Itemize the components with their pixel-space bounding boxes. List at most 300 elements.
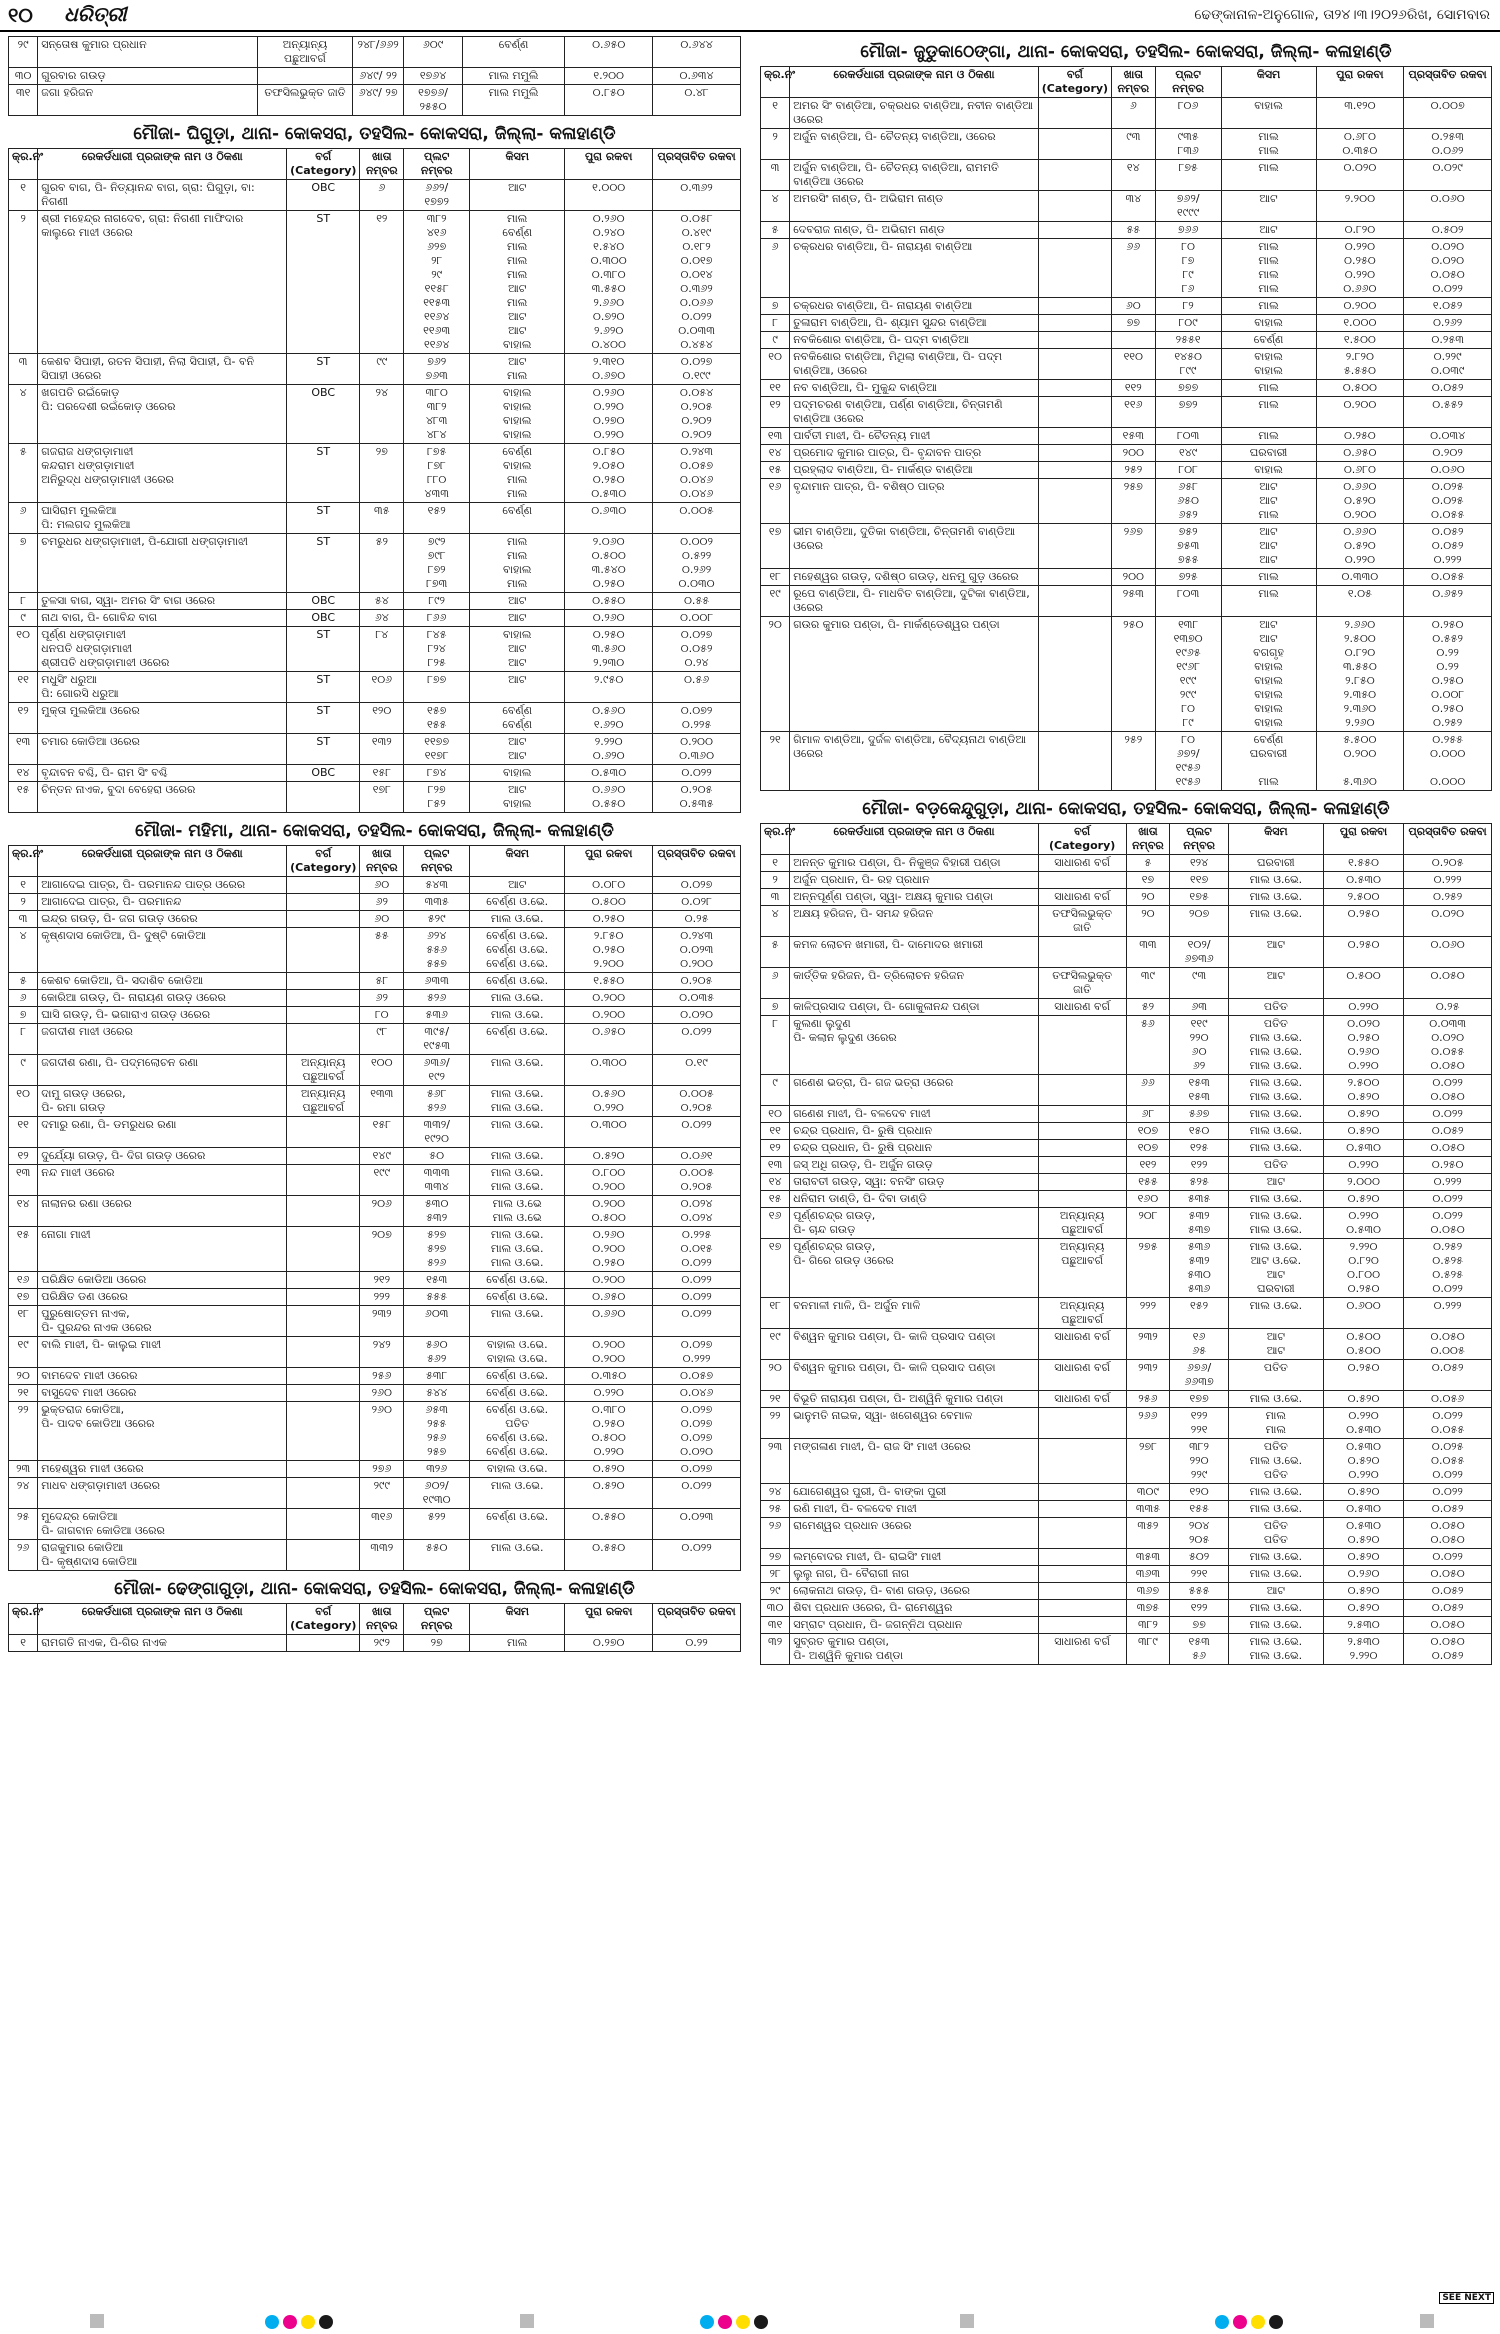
cell-prop: ୦.୨୫୩ ୦.୦୬୨ — [1404, 129, 1492, 160]
cell-name: ପ୍ରମୋଦ କୁମାର ପାତ୍ର, ପି- ବୃନ୍ଦାବନ ପାତ୍ର — [790, 445, 1039, 462]
cell-sl: ୧ — [9, 180, 38, 211]
cell-kisam: ବାହାଲ — [1221, 315, 1316, 332]
cell-prop: ୦.୦୨୫ ୦.୦୫୫ ୦.୦୨୨ — [1404, 1439, 1492, 1484]
cell-prop: ୦.୪୮ — [653, 85, 741, 116]
column-header-area: ପୁରା ରକବା — [565, 149, 653, 180]
cell-khata: ୬୨ — [360, 894, 404, 911]
cell-sl: ୧୬ — [761, 479, 790, 524]
table-row — [761, 1408, 1492, 1439]
cell-name: ଘାସିରାମ ମୁଲକିଆ ପି: ମଲଗଦ ମୁଲକିଆ — [38, 503, 287, 534]
cell-plot: ୭୨୫ — [1155, 569, 1221, 586]
cell-khata: ୬୬ — [1111, 239, 1155, 298]
table-row — [9, 1402, 741, 1461]
cell-plot: ୫୩୮ — [404, 1368, 470, 1385]
cell-sl: ୧୪ — [761, 445, 790, 462]
cell-prop: ୦.୦୫୦ ୦.୦୫୦ — [1404, 1518, 1492, 1549]
table-row — [9, 703, 741, 734]
cell-sl: ୩୦ — [761, 1600, 790, 1617]
cell-khata: ୧୫୩ — [1111, 428, 1155, 445]
cell-sl: ୨୭ — [761, 1549, 790, 1566]
table-row — [761, 1360, 1492, 1391]
column-header-prop: ପ୍ରସ୍ତାବିତ ରକବା — [1404, 67, 1492, 98]
cell-sl: ୭ — [9, 534, 38, 593]
cell-prop: ୦.୨୦୫ — [1404, 855, 1492, 872]
cell-kisam: ମାଲ ଓ.ଭେ. — [1228, 1484, 1323, 1501]
cell-name: ଆଗାଦେଇ ପାତ୍ର, ପି- ପରମାନନ୍ଦ — [38, 894, 287, 911]
table-row — [9, 782, 741, 813]
cell-prop: ୦.୦୫୦ — [1404, 968, 1492, 999]
cell-sl: ୯ — [761, 1075, 790, 1106]
cell-cat: ସାଧାରଣ ବର୍ଗ — [1038, 889, 1126, 906]
cell-khata: ୨୬୭ — [1111, 524, 1155, 569]
cell-prop: ୦.୨୪୩ ୦.୦୨୩ ୦.୨୦୦ — [653, 928, 741, 973]
cell-name: କୋରିଆ ଗଉଡ଼, ପି- ନାରାୟଣ ଗଉଡ଼ ଓରେର — [38, 990, 287, 1007]
cell-khata: ୨୭୫ — [1126, 1239, 1170, 1298]
table-row — [761, 1391, 1492, 1408]
cell-area: ୦.୮୫୦ ୨.୦୫୦ ୦.୨୫୦ ୦.୫୩୦ — [565, 444, 653, 503]
cell-plot: ୩୩୫ — [404, 894, 470, 911]
cyan-dot — [265, 2315, 279, 2329]
cell-area: ୨.୨୨୦ ୦.୬୨୦ — [565, 734, 653, 765]
cell-cat — [287, 973, 360, 990]
table-header-row — [9, 1604, 741, 1635]
cell-plot: ୧୫୩ — [404, 1272, 470, 1289]
cell-plot: ୮୭୫ — [1155, 160, 1221, 191]
cell-area: ୦.୫୩୦ — [565, 765, 653, 782]
cell-sl: ୬ — [9, 990, 38, 1007]
column-header-prop: ପ୍ରସ୍ତାବିତ ରକବା — [1404, 824, 1492, 855]
cell-khata: ୩୮୯ — [1126, 1634, 1170, 1665]
cell-area: ୨.୫୩୦ ୨.୨୨୦ — [1323, 1634, 1403, 1665]
table-row — [761, 380, 1492, 397]
cell-name: ପୂର୍ଣ୍ଣଚନ୍ଦ୍ର ଗଉଡ଼, ପି- ଗିରେ ଗଉଡ଼ ଓରେର — [790, 1239, 1039, 1298]
cell-khata: ୨୦୭ — [360, 1227, 404, 1272]
table-row — [761, 1174, 1492, 1191]
cell-name: ସନ୍ତୋଷ କୁମାର ପ୍ରଧାନ — [38, 37, 258, 68]
cell-plot: ୫୨୨ — [404, 1509, 470, 1540]
table-header-row — [9, 846, 741, 877]
cell-kisam: ପତିତ ପତିତ — [1228, 1518, 1323, 1549]
cell-prop: ୦.୦୨୨ — [653, 1306, 741, 1337]
table-row — [761, 222, 1492, 239]
cell-khata: ୧୦୭ — [1126, 1140, 1170, 1157]
table-row — [761, 1157, 1492, 1174]
cell-kisam: ଘରବାରୀ — [1228, 855, 1323, 872]
cell-khata: ୨୨୨ — [1126, 1298, 1170, 1329]
cell-prop: ୦.୦୨୯ — [1404, 160, 1492, 191]
cell-sl: ୧୮ — [9, 1306, 38, 1337]
cell-plot: ୧୩୮ ୧୩୭୦ ୧୯୬୫ ୧୯୬୮ ୧୯୯ ୨୯୯ ୮୦ ୮୯ — [1155, 617, 1221, 732]
table-row — [761, 1566, 1492, 1583]
cell-kisam: ବେର୍ଣ୍ଣ — [462, 37, 564, 68]
column-header-sl: କ୍ର.ନଂ — [9, 846, 38, 877]
cell-cat — [1038, 1600, 1126, 1617]
cell-kisam: ଆଟ ବାହାଲ — [470, 782, 565, 813]
cell-sl: ୧୩ — [9, 1165, 38, 1196]
cell-khata: ୧୯୯ — [360, 1165, 404, 1196]
cell-sl: ୨୯ — [9, 37, 38, 68]
cell-prop: ୦.୦୫୬ — [1404, 1391, 1492, 1408]
table-row — [761, 129, 1492, 160]
cell-sl: ୩ — [9, 354, 38, 385]
cell-area: ୦.୨୫୦ — [1323, 906, 1403, 937]
cell-kisam: ପତିତ — [1228, 999, 1323, 1016]
cell-area: ୧.୦୫ — [1316, 586, 1404, 617]
cell-name: ମଧୁସିଂ ଧରୁଆ ପି: ଗୋରସି ଧରୁଆ — [38, 672, 287, 703]
cell-cat — [1038, 937, 1126, 968]
cell-khata: ୭୭ — [1111, 315, 1155, 332]
cell-plot: ୧୦୨/ ୬୭୩୬ — [1170, 937, 1228, 968]
cell-cat — [287, 1117, 360, 1148]
cell-sl: ୧ — [9, 1635, 38, 1652]
cell-kisam: ବାହାଲ ଓ.ଭେ. ବାହାଲ ଓ.ଭେ. — [470, 1337, 565, 1368]
column-header-area: ପୁରା ରକବା — [1323, 824, 1403, 855]
cell-prop: ୦.୨୨୨ — [1404, 1174, 1492, 1191]
cell-prop: ୦.୦୭୨ ୦.୨୨୫ — [653, 703, 741, 734]
cell-sl: ୧୫ — [9, 782, 38, 813]
cell-kisam: ଆଟ — [1228, 937, 1323, 968]
cell-khata: ୫ — [1126, 855, 1170, 872]
cell-area: ୦.୮୦୦ ୦.୨୦୦ — [565, 1165, 653, 1196]
cell-area: ୧.୦୦୦ — [1316, 315, 1404, 332]
cell-name: କୁଲଣା ଲୁଦୁଣ ପି- କଲାନ ଲୁଦୁଣ ଓରେର — [790, 1016, 1039, 1075]
table-row — [9, 354, 741, 385]
cell-kisam: ବାହାଲ — [1221, 462, 1316, 479]
cell-plot: ୧୫୦ — [1170, 1123, 1228, 1140]
table-row — [9, 1117, 741, 1148]
cell-khata: ୨୦୮ — [1126, 1208, 1170, 1239]
cell-area: ୦.୫୨୦ — [565, 1148, 653, 1165]
cell-sl: ୨୧ — [761, 732, 790, 791]
cell-khata: ୨୫୩ — [1111, 586, 1155, 617]
cell-plot: ୬୭୬/ ୬୬୩୭ — [1170, 1360, 1228, 1391]
cell-prop: ୦.୨୫୫ ୦.୦୦୦ ୦.୦୦୦ — [1404, 732, 1492, 791]
cell-plot: ୭୬୬ — [1155, 222, 1221, 239]
cell-kisam: ମାଲ ଓ.ଭେ. — [1228, 1600, 1323, 1617]
cell-cat: ଅନ୍ୟାନ୍ୟ ପଛୁଆବର୍ଗ — [287, 1086, 360, 1117]
land-record-table — [8, 148, 741, 813]
table-row — [9, 385, 741, 444]
cell-prop: ୦.୦୬୦ — [1404, 937, 1492, 968]
cell-khata: ୩୬୭ — [1126, 1583, 1170, 1600]
cell-khata: ୩୧୬ — [360, 1509, 404, 1540]
column-header-area: ପୁରା ରକବା — [565, 846, 653, 877]
table-row — [761, 617, 1492, 732]
cell-plot: ୧୨୫ — [1170, 1140, 1228, 1157]
cell-sl: ୧୪ — [761, 1174, 790, 1191]
cell-name: ଅନନ୍ତ କୁମାର ପଣ୍ଡା, ପି- ନିକୁଞ୍ଜ ବିହାରୀ ପଣ୍ଡା — [790, 855, 1039, 872]
cell-khata: ୨୭୮ — [1126, 1439, 1170, 1484]
cell-prop: ୦.୦୨୨ — [1404, 1484, 1492, 1501]
cell-cat: ଅନ୍ୟାନ୍ୟ ପଛୁଆବର୍ଗ — [287, 1055, 360, 1086]
registration-mark — [960, 2314, 974, 2328]
cell-name: ପରିକ୍ଷିତ କୋଡିଆ ଓରେର — [38, 1272, 287, 1289]
cell-sl: ୧୮ — [761, 1298, 790, 1329]
cell-sl: ୧୪ — [9, 1196, 38, 1227]
cell-prop: ୦.୨୨୨ — [1404, 872, 1492, 889]
cell-sl: ୧୮ — [761, 569, 790, 586]
cell-name: ପଦ୍ମଚରଣ ବାଣ୍ଡିଆ, ପର୍ଣ୍ଣ ବାଣ୍ଡିଆ, ଚିନ୍ତାମଣି ବାଣ୍ଡିଆ ଓରେର — [790, 397, 1039, 428]
cell-plot: ୨୭ — [404, 1635, 470, 1652]
cell-prop: ୦.୦୫୨ — [1404, 1600, 1492, 1617]
cell-name: ଅମରସିଂ ନାଣ୍ଡ, ପି- ଅଭିରାମ ନାଣ୍ଡ — [790, 191, 1039, 222]
cell-khata: ୬୦ — [1111, 298, 1155, 315]
cell-kisam: ମାଲ ଓ.ଭେ. — [1228, 1106, 1323, 1123]
table-row — [9, 973, 741, 990]
cell-cat — [257, 68, 352, 85]
cell-name: ବିଶ୍ୱନ କୁମାର ପଣ୍ଡା, ପି- କାଳି ପ୍ରସାଦ ପଣ୍ଡା — [790, 1329, 1039, 1360]
cell-plot: ୬୫୮ ୬୫୦ ୬୫୨ — [1155, 479, 1221, 524]
cell-khata: ୧୩୨ — [360, 734, 404, 765]
cell-kisam: ବେର୍ଣ୍ଣ ବେର୍ଣ୍ଣ — [470, 703, 565, 734]
column-header-kisam: କିସମ — [1228, 824, 1323, 855]
table-row — [9, 68, 741, 85]
cell-sl: ୧୫ — [761, 462, 790, 479]
cell-prop: ୦.୦୫୨ — [1404, 1501, 1492, 1518]
cell-kisam: ମାଲ ଓ.ଭେ. — [470, 1478, 565, 1509]
cell-kisam: ମାଲ ଓ.ଭେ. ମାଲ ଓ.ଭେ. ମାଲ ଓ.ଭେ. — [470, 1227, 565, 1272]
table-row — [9, 894, 741, 911]
cell-cat — [1038, 129, 1111, 160]
cell-sl: ୭ — [9, 1007, 38, 1024]
cell-cat — [287, 1272, 360, 1289]
cell-kisam: ଆଟ — [470, 877, 565, 894]
cell-cat — [1038, 1075, 1126, 1106]
cell-prop: ୦.୦୨୨ — [1404, 1549, 1492, 1566]
cell-name: ରାଜକୁମାର କୋଡିଆ ପି- କୃଷ୍ଣଦାସ କୋଡିଆ — [38, 1540, 287, 1571]
column-header-plot: ପ୍ଲଟ ନମ୍ବର — [1155, 67, 1221, 98]
cell-kisam: ମାଲ ମାଲ ବାହାଲ ମାଲ — [470, 534, 565, 593]
cell-sl: ୧୦ — [761, 349, 790, 380]
cell-khata: ୨୫୬ — [1126, 1391, 1170, 1408]
cell-prop: ୦.୦୨୨ — [653, 1540, 741, 1571]
cell-area: ୦.୬୩୦ — [565, 503, 653, 534]
table-row — [761, 98, 1492, 129]
mouza-title-badakendugudaa: ମୌଜା- ବଡ଼କେନ୍ଦୁଗୁଡ଼ା, ଥାନା- କୋକସରା, ତହସିଲ- କୋକସରା, ଜିଲ୍ଲା- କଳାହାଣ୍ଡି — [862, 799, 1390, 819]
cell-area: ୦.୫୨୦ — [565, 1478, 653, 1509]
cell-khata: ୧୭୮ — [360, 782, 404, 813]
cell-khata: ୧୩୩ — [360, 1086, 404, 1117]
cell-sl: ୯ — [761, 332, 790, 349]
cell-area: ୦.୨୬୦ — [1323, 1566, 1403, 1583]
cell-sl: ୨୩ — [761, 1439, 790, 1484]
cell-area: ୦.୫୫୦ — [565, 1509, 653, 1540]
cell-kisam: ଆଟ — [1221, 191, 1316, 222]
cell-plot: ୧୫୫ — [1170, 1501, 1228, 1518]
cell-khata: ୧୦୭ — [1126, 1123, 1170, 1140]
cell-cat — [1038, 872, 1126, 889]
table-row — [761, 298, 1492, 315]
cell-khata: ୩୬୩ — [1126, 1566, 1170, 1583]
cell-plot: ୭୫୨ ୭୫୩ ୭୫୫ — [1155, 524, 1221, 569]
cell-name: ନବକିଶୋର ବାଣ୍ଡିଆ, ପି- ପଦ୍ମ ବାଣ୍ଡିଆ — [790, 332, 1039, 349]
cell-area: ୦.୬୫୦ — [565, 37, 653, 68]
cell-sl: ୧୬ — [761, 1208, 790, 1239]
cell-cat: OBC — [287, 180, 360, 211]
cell-sl: ୧୭ — [761, 1239, 790, 1298]
cell-khata: ୨୧୨ — [360, 1272, 404, 1289]
cell-area: ୦.୮୨୦ — [1316, 222, 1404, 239]
column-header-name: ରେକର୍ଡଧାରୀ ପ୍ରଜାଙ୍କ ନାମ ଓ ଠିକଣା — [38, 149, 287, 180]
table-row — [761, 1123, 1492, 1140]
table-row — [761, 1016, 1492, 1075]
column-header-cat: ବର୍ଗ (Category) — [1038, 67, 1111, 98]
cell-khata: ୨୬୦ — [360, 1385, 404, 1402]
cell-khata: ୬୬ — [1126, 1075, 1170, 1106]
cell-area: ୦.୨୫୦ — [1323, 937, 1403, 968]
cell-sl: ୨ — [761, 129, 790, 160]
cell-plot: ୧୧୯ ୨୨୦ ୬୦ ୬୨ — [1170, 1016, 1228, 1075]
table-row — [9, 444, 741, 503]
table-row — [9, 672, 741, 703]
cell-name: ତୁଳାରାମ ବାଣ୍ଡିଆ, ପି- ଶ୍ୟାମ ସୁନ୍ଦର ବାଣ୍ଡିଆ — [790, 315, 1039, 332]
cell-kisam: ମାଲ ଓ.ଭେ. — [1228, 872, 1323, 889]
black-dot — [754, 2315, 768, 2329]
cell-prop: ୦.୦୦୮ — [653, 610, 741, 627]
cell-name: ଲମ୍ବୋଦର ମାଝୀ, ପି- ରାଇସିଂ ମାଝୀ — [790, 1549, 1039, 1566]
cell-plot: ୧୧୭ — [1170, 872, 1228, 889]
cell-name: ଚମାର କୋଡିଆ ଓରେର — [38, 734, 287, 765]
land-record-table — [760, 823, 1492, 1665]
page-number: ୧୦ — [8, 3, 33, 27]
cell-name: କମଳ ଲୋଚନ ଖମାରୀ, ପି- ଦାମୋଦର ଖମାରୀ — [790, 937, 1039, 968]
cell-khata — [1111, 332, 1155, 349]
cell-area: ୨.୦୦୦ — [1323, 1174, 1403, 1191]
cell-kisam: ମାଲ ଓ.ଭେ. — [470, 1117, 565, 1148]
cell-area: ୦.୮୫୦ — [565, 85, 653, 116]
cell-area: ୦.୨୦୦ ୦.୫୦୦ — [565, 1196, 653, 1227]
cell-cat — [1038, 1408, 1126, 1439]
cell-kisam: ବେର୍ଣ୍ଣ ବାହାଲ ମାଲ ମାଲ — [470, 444, 565, 503]
cell-area: ୦.୫୩୦ ୦.୫୨୦ — [1323, 1518, 1403, 1549]
table-row — [9, 877, 741, 894]
cell-prop: ୦.୨୬୨ — [1404, 315, 1492, 332]
cell-area: ୦.୫୨୦ — [1323, 1583, 1403, 1600]
cell-area: ୦.୬୫୦ — [565, 1024, 653, 1055]
column-header-prop: ପ୍ରସ୍ତାବିତ ରକବା — [653, 1604, 741, 1635]
cell-prop: ୧.୦୫୨ — [1404, 298, 1492, 315]
cell-kisam: ଆଟ — [1228, 968, 1323, 999]
cell-kisam: ବେର୍ଣ୍ଣ — [470, 503, 565, 534]
cell-kisam: ମାଲ ବେର୍ଣ୍ଣ ମାଲ ମାଲ ମାଲ ଆଟ ମାଲ ଆଟ ଆଟ ବାହାଲ — [470, 211, 565, 354]
cell-kisam: ମାଲ ଓ.ଭେ. — [470, 911, 565, 928]
cell-sl: ୧୨ — [9, 703, 38, 734]
cell-kisam: ମାଲ — [1221, 586, 1316, 617]
cell-kisam: ବାହାଲ ବାହାଲ — [1221, 349, 1316, 380]
cell-name: ଚମରୁଧର ଧଙ୍ଗଡ଼ାମାଝୀ, ପି-ଯୋଗୀ ଧଙ୍ଗଡ଼ାମାଝୀ — [38, 534, 287, 593]
cell-prop: ୦.୦୨୨ — [1404, 1106, 1492, 1123]
table-row — [761, 239, 1492, 298]
cell-prop: ୦.୦୬୦ — [1404, 462, 1492, 479]
cell-prop: ୦.୦୫୨ — [1404, 380, 1492, 397]
cell-area: ୦.୦୮୦ — [565, 877, 653, 894]
cell-plot: ୭୭ — [1170, 1617, 1228, 1634]
cell-name: କାର୍ତ୍ତିକ ହରିଜନ, ପି- ତ୍ରିଲୋଚନ ହରିଜନ — [790, 968, 1039, 999]
cell-kisam: ବେର୍ଣ୍ଣ — [1221, 332, 1316, 349]
cell-cat — [287, 894, 360, 911]
cell-sl: ୫ — [9, 444, 38, 503]
cell-cat — [1038, 191, 1111, 222]
cell-area: ୦.୩୫୦ — [565, 1368, 653, 1385]
cell-area: ୦.୨୫୦ — [1316, 428, 1404, 445]
cell-prop: ୦.୨୫୦ — [1404, 1157, 1492, 1174]
table-row — [9, 1148, 741, 1165]
cell-sl: ୮ — [9, 593, 38, 610]
cell-cat — [1038, 462, 1111, 479]
cell-cat: ST — [287, 354, 360, 385]
cell-kisam: ମାଲ — [1221, 380, 1316, 397]
cell-sl: ୧୫ — [761, 1191, 790, 1208]
cell-plot: ୫୪୪ — [404, 1385, 470, 1402]
cell-khata: ୩୪ — [1111, 191, 1155, 222]
table-row — [761, 1106, 1492, 1123]
cell-prop: ୦.୦୨୨ — [653, 1024, 741, 1055]
cell-name: ଗଉର କୁମାର ପଣ୍ଡା, ପି- ମାର୍କଣ୍ଡେଶ୍ୱର ପଣ୍ଡା — [790, 617, 1039, 732]
cell-plot: ୫୨୬ — [404, 990, 470, 1007]
cell-kisam: ବାହାଲ ବାହାଲ ବାହାଲ ବାହାଲ — [470, 385, 565, 444]
cell-prop: ୦.୦୨୨ — [653, 1117, 741, 1148]
cell-khata: ୩୦୯ — [1126, 1484, 1170, 1501]
column-header-sl: କ୍ର.ନଂ — [761, 824, 790, 855]
cell-name: ପୂର୍ଣ୍ଣ ଧଙ୍ଗଡ଼ାମାଝୀ ଧନପତି ଧଙ୍ଗଡ଼ାମାଝୀ ଶ୍ରୀପତି ଧଙ୍ଗଡ଼ାମାଝୀ ଓରେର — [38, 627, 287, 672]
cell-area: ୦.୩୮୦ ୦.୨୫୦ ୦.୫୦୦ ୦.୨୨୦ — [565, 1402, 653, 1461]
cell-cat — [287, 1306, 360, 1337]
cell-name: ଜଗା ହରିଜନ — [38, 85, 258, 116]
cell-prop: ୦.୦୦୭ — [1404, 98, 1492, 129]
table-row — [761, 191, 1492, 222]
cell-prop: ୦.୦୨୭ — [653, 1461, 741, 1478]
cell-cat — [1038, 428, 1111, 445]
cell-khata: ୧୬୦ — [1126, 1191, 1170, 1208]
cell-khata: ୨୯୯ — [360, 1478, 404, 1509]
cell-sl: ୯ — [9, 1055, 38, 1086]
cell-area: ୦.୬୮୦ ୦.୩୫୦ — [1316, 129, 1404, 160]
cell-kisam: ମାଲ ଓ.ଭେ. ମାଲ ଓ.ଭେ. — [470, 1086, 565, 1117]
cell-prop: ୦.୦୫୭ — [653, 1368, 741, 1385]
cell-name: ଚନ୍ଦ୍ର ପ୍ରଧାନ, ପି- ରୁଷି ପ୍ରଧାନ — [790, 1123, 1039, 1140]
cell-kisam: ବାହାଲ ଆଟ ଆଟ — [470, 627, 565, 672]
cell-khata: ୨୭ — [360, 444, 404, 503]
cell-cat — [1038, 732, 1111, 791]
cell-cat — [1038, 1157, 1126, 1174]
cell-name: ଚକ୍ରଧର ବାଣ୍ଡିଆ, ପି- ନାରାୟଣ ବାଣ୍ଡିଆ — [790, 298, 1039, 315]
cell-prop: ୦.୦୫୮ ୦.୪୧୯ ୦.୧୮୨ ୦.୦୧୭ ୦.୦୧୪ ୦.୩୬୨ ୦.୦୬୬ ୦.୦୨୨ ୦.୦୩୩ ୦.୪୫୪ — [653, 211, 741, 354]
cell-plot: ୫୩୫ — [1170, 1191, 1228, 1208]
cell-area: ୦.୫୦୦ ୦.୫୦୦ — [1323, 1329, 1403, 1360]
cell-kisam: ମାଲ ଓ.ଭେ. ଆଟ ଓ.ଭେ. ଆଟ ଘରବାରୀ — [1228, 1239, 1323, 1298]
cell-plot: ୫୫୫ — [404, 1289, 470, 1306]
cell-sl: ୧ — [761, 98, 790, 129]
table-row — [9, 211, 741, 354]
cell-khata: ୨୫୦ — [1111, 617, 1155, 732]
table-row — [9, 503, 741, 534]
cell-kisam: ମାଲ — [470, 1635, 565, 1652]
cell-plot: ୫୪୩ — [404, 877, 470, 894]
table-row — [9, 85, 741, 116]
cell-khata: ୨୦ — [1126, 906, 1170, 937]
cell-kisam: ମାଲ ଓ.ଭେ. ମାଲ ଓ.ଭେ. — [1228, 1634, 1323, 1665]
cell-khata: ୩୩୫ — [1126, 1501, 1170, 1518]
cell-name: ଲୋକନାଥ ଗଉଡ଼, ପି- ବାଣ ଗଉଡ଼, ଓରେର — [790, 1583, 1039, 1600]
color-dots — [1215, 2315, 1283, 2329]
land-record-table — [760, 66, 1492, 791]
cell-area: ୦.୨୬୦ ୦.୨୨୦ ୦.୨୭୦ ୦.୨୨୦ — [565, 385, 653, 444]
cell-area: ୦.୫୨୦ — [565, 1461, 653, 1478]
cell-khata: ୬ — [1111, 98, 1155, 129]
cell-kisam: ମାଲ ଓ.ଭେ. — [1228, 1391, 1323, 1408]
cell-prop: ୦.୦୦୫ ୦.୨୦୫ — [653, 1086, 741, 1117]
continuation-table — [8, 36, 741, 116]
